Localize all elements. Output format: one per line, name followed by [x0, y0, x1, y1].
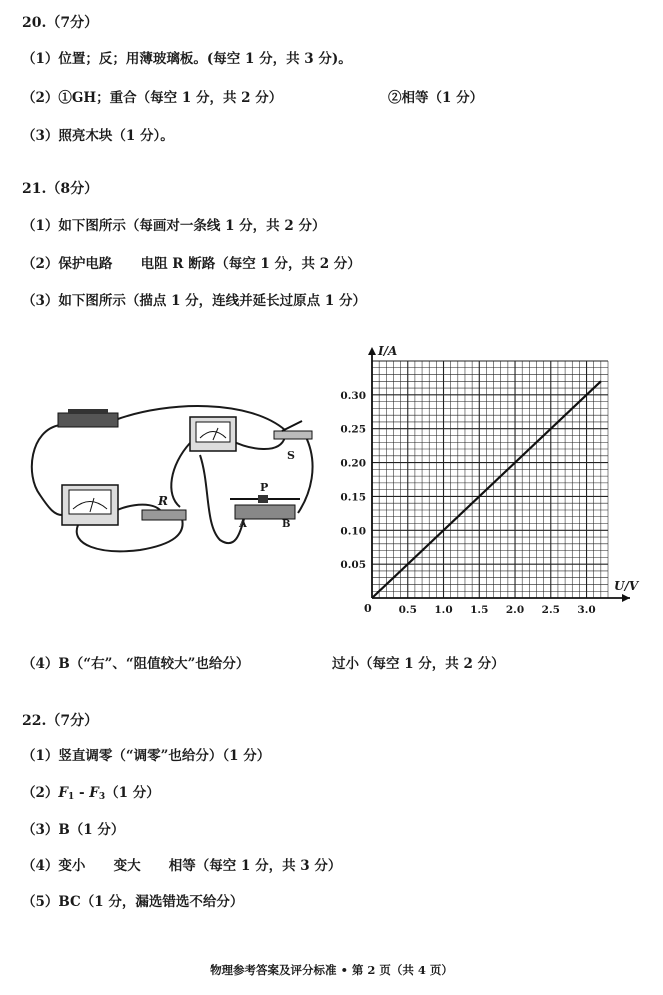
switch	[274, 421, 312, 462]
q22-answer-4: （4）变小 变大 相等（每空 1 分，共 3 分）	[22, 858, 342, 874]
terminal-b-label: B	[282, 519, 291, 530]
resistor-label: R	[158, 494, 168, 508]
q22-answer-5: （5）BC（1 分，漏选错选不给分）	[22, 894, 244, 910]
y-tick-label: 0.05	[340, 559, 366, 572]
y-tick-label: 0.25	[340, 423, 366, 436]
y-axis-arrow	[368, 347, 376, 355]
graph-grid	[372, 361, 608, 598]
iv-graph	[330, 335, 648, 615]
force-f1: F	[58, 785, 68, 801]
y-tick-label: 0.30	[340, 389, 366, 402]
y-axis-label: I/A	[378, 344, 398, 358]
page-footer: 物理参考答案及评分标准 • 第 2 页（共 4 页）	[210, 963, 453, 977]
q22-answer-1: （1）竖直调零（“调零”也给分）（1 分）	[22, 748, 271, 764]
circuit-diagram	[20, 395, 320, 575]
force-f1-subscript: 1	[68, 792, 75, 802]
force-f3-subscript: 3	[98, 792, 106, 802]
q21-answer-2: （2）保护电路 电阻 R 断路（每空 1 分，共 2 分）	[22, 256, 361, 272]
q22-answer-3: （3）B（1 分）	[22, 822, 125, 838]
x-tick-label: 2.5	[541, 604, 560, 615]
q20-answer-2b: ②相等（1 分）	[388, 90, 484, 106]
battery	[58, 409, 118, 427]
minus-sign: -	[74, 785, 90, 801]
q21-answer-4b: 过小（每空 1 分，共 2 分）	[332, 656, 505, 672]
voltmeter	[190, 417, 236, 451]
q21-answer-1: （1）如下图所示（每画对一条线 1 分，共 2 分）	[22, 218, 326, 234]
x-tick-label: 1.5	[470, 604, 489, 615]
x-tick-label: 3.0	[577, 604, 596, 615]
x-tick-label: 2.0	[505, 604, 525, 615]
y-tick-label: 0.10	[340, 525, 366, 538]
q20-answer-2a: （2）①GH；重合（每空 1 分，共 2 分）	[22, 90, 283, 106]
origin-label: 0	[364, 602, 372, 615]
x-axis-label: U/V	[614, 579, 639, 593]
y-tick-label: 0.20	[340, 457, 366, 470]
force-f3: F	[89, 785, 99, 801]
q20-heading: 20.（7分）	[22, 15, 99, 31]
q22-answer-2-suffix: （1 分）	[105, 785, 160, 801]
terminal-a-label: A	[239, 519, 247, 530]
graph-tick-labels	[340, 344, 639, 615]
x-axis-arrow	[622, 594, 630, 602]
q21-answer-4a: （4）B（“右”、“阻值较大”也给分）	[22, 656, 250, 672]
x-tick-label: 0.5	[398, 604, 417, 615]
q20-answer-3: （3）照亮木块（1 分）。	[22, 128, 174, 144]
slide-rheostat	[230, 481, 300, 530]
y-tick-label: 0.15	[340, 491, 366, 504]
q21-answer-3: （3）如下图所示（描点 1 分，连线并延长过原点 1 分）	[22, 293, 366, 309]
q20-answer-1: （1）位置；反；用薄玻璃板。(每空 1 分，共 3 分)。	[22, 51, 352, 67]
ammeter	[62, 485, 118, 525]
q22-heading: 22.（7分）	[22, 713, 99, 729]
q22-answer-2-prefix: （2）	[22, 785, 59, 801]
switch-label: S	[287, 449, 295, 462]
q21-heading: 21.（8分）	[22, 181, 99, 197]
q22-answer-2	[22, 781, 160, 802]
circuit-wires	[32, 406, 313, 551]
slider-label: P	[260, 481, 269, 494]
x-tick-label: 1.0	[434, 604, 453, 615]
